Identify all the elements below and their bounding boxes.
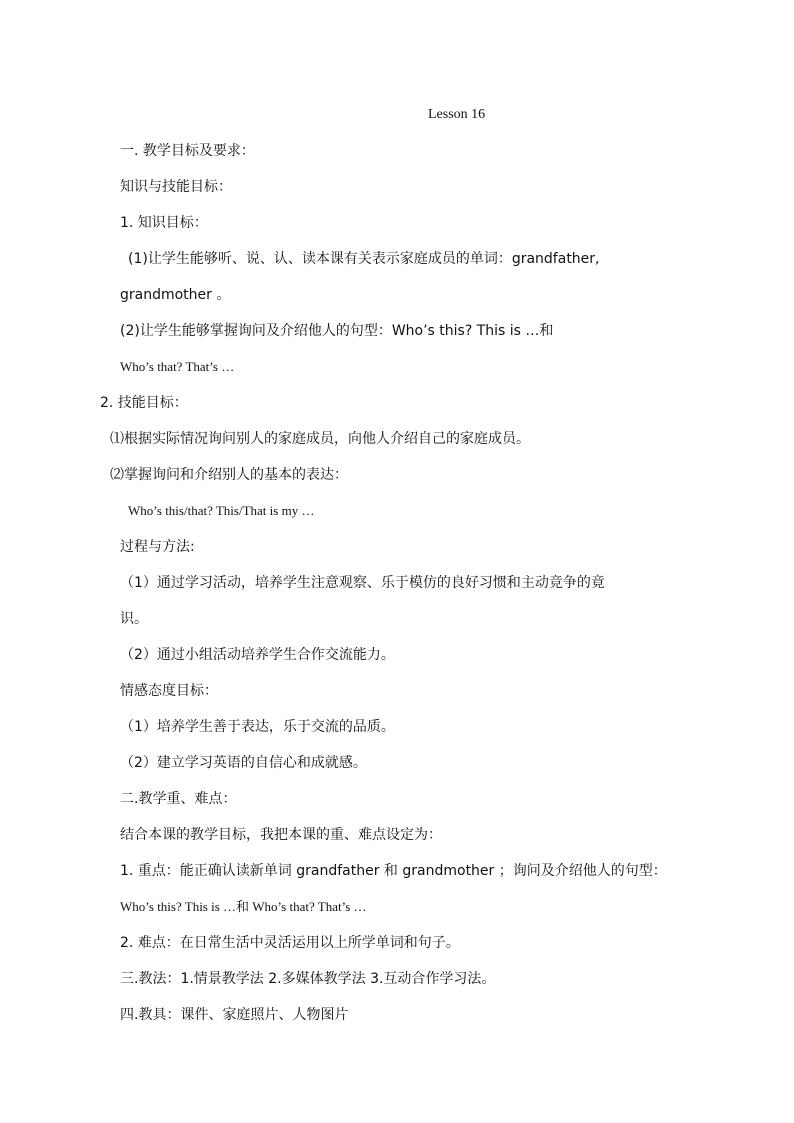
process-item-1: （1）通过学习活动，培养学生注意观察、乐于模仿的良好习惯和主动竞争的竟	[120, 575, 605, 591]
subheading-process-methods: 过程与方法:	[120, 539, 195, 555]
knowledge-goal-1-cont: grandmother 。	[120, 287, 231, 303]
subheading-emotion-attitude: 情感态度目标：	[120, 683, 218, 699]
skill-goal-2-example: Who’s this/that? This/That is my …	[128, 503, 315, 518]
knowledge-goal-2-cont: Who’s that? That’s …	[120, 359, 235, 374]
emotion-item-2: （2）建立学习英语的自信心和成就感。	[120, 755, 367, 771]
skill-goal-1: ⑴根据实际情况询问别人的家庭成员，向他人介绍自己的家庭成员。	[110, 431, 530, 447]
section-teaching-methods: 三.教法：1.情景教学法 2.多媒体教学法 3.互动合作学习法。	[120, 971, 496, 987]
document-title: Lesson 16	[428, 107, 486, 122]
difficult-point: 2. 难点：在日常生活中灵活运用以上所学单词和句子。	[120, 935, 460, 951]
key-point-cont: Who’s this? This is …和 Who’s that? That’s …	[120, 899, 367, 914]
subheading-knowledge-skills: 知识与技能目标：	[120, 179, 232, 195]
section-heading-objectives: 一. 教学目标及要求：	[120, 143, 255, 159]
section-heading-key-points: 二.教学重、难点：	[120, 791, 237, 807]
section-teaching-aids: 四.教具：课件、家庭照片、人物图片	[120, 1007, 349, 1023]
skill-goal-2: ⑵掌握询问和介绍别人的基本的表达：	[110, 467, 348, 483]
knowledge-goal-2: (2)让学生能够掌握询问及介绍他人的句型：Who’s this? This is …和	[120, 323, 554, 339]
key-point: 1. 重点：能正确认读新单词 grandfather 和 grandmother ；询问及介绍他人的句型：	[120, 863, 667, 879]
knowledge-goal-1: (1)让学生能够听、说、认、读本课有关表示家庭成员的单词：grandfather,	[128, 251, 600, 267]
skill-goal-heading: 2. 技能目标：	[100, 395, 188, 411]
process-item-1-cont: 识。	[120, 611, 148, 627]
emotion-item-1: （1）培养学生善于表达，乐于交流的品质。	[120, 719, 395, 735]
knowledge-goal-heading: 1. 知识目标：	[120, 215, 208, 231]
process-item-2: （2）通过小组活动培养学生合作交流能力。	[120, 647, 395, 663]
key-points-intro: 结合本课的教学目标，我把本课的重、难点设定为：	[120, 827, 442, 843]
